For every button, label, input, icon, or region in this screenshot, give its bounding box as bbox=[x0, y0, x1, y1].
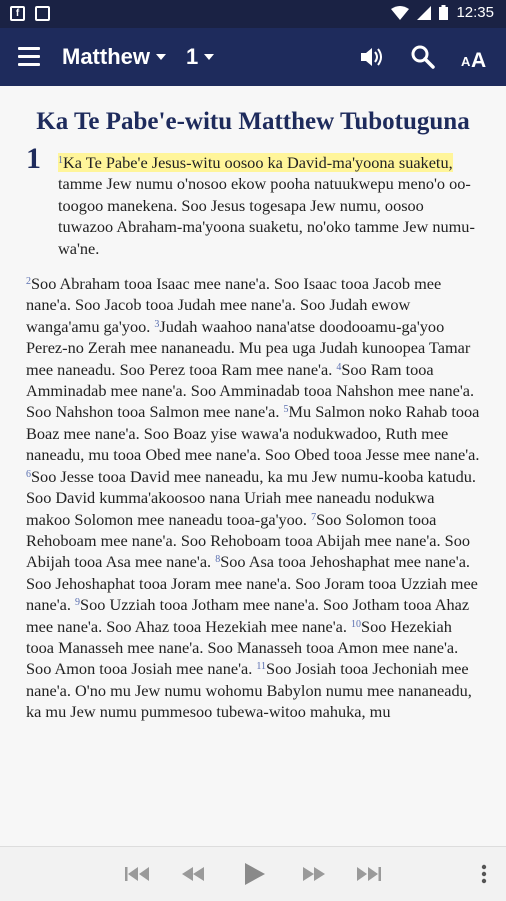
chapter-selector[interactable] bbox=[186, 44, 214, 70]
verse-number: 8 bbox=[215, 554, 221, 566]
verse-number: 6 bbox=[26, 468, 31, 480]
svg-text:A: A bbox=[471, 49, 487, 72]
status-bar bbox=[0, 0, 506, 28]
verse-number: 2 bbox=[26, 276, 31, 288]
search-icon[interactable] bbox=[408, 42, 438, 72]
book-title: Ka Te Pabe'e-witu Matthew Tubotuguna bbox=[36, 108, 470, 135]
verse-text: tamme Jew numu o'nosoo ekow pooha natuukwepu meno'o oo-toogoo manekena. Soo Jesus togesapa Jew numu, oosoo tuwazoo Abraham-ma'yoona suaketu, no'oko tamme Jew numu-wa'ne. bbox=[58, 174, 475, 258]
clock: 12:35 bbox=[456, 4, 494, 21]
highlighted-verse-1[interactable] bbox=[58, 153, 453, 172]
verse-text[interactable]: Soo Jesse tooa David mee naneadu, ka mu Jew numu-kooba katudu. Soo David kumma'akoosoo nana Uriah mee naneadu nodukwa makoo Solomon mee naneadu tooa-ga'yoo. bbox=[26, 466, 476, 529]
facebook-icon: f bbox=[10, 6, 25, 21]
paragraph-1 bbox=[26, 142, 480, 259]
scripture-content[interactable] bbox=[0, 86, 506, 846]
app-bar bbox=[0, 28, 506, 86]
menu-icon[interactable] bbox=[18, 47, 40, 67]
system-icons bbox=[391, 4, 494, 21]
verse-number: 3 bbox=[154, 318, 160, 330]
svg-text:A: A bbox=[461, 54, 471, 69]
play-icon[interactable] bbox=[240, 861, 268, 887]
verse-text[interactable]: Mu Salmon noko Rahab tooa Boaz mee nane'a. Soo Boaz yise wawa'a nodukwadoo, Ruth mee naneadu, mu tooa Obed mee nane'a. Soo Obed tooa Jesse mee nane'a. bbox=[26, 402, 480, 465]
verse-number: 10 bbox=[351, 618, 362, 630]
verse-number: 1 bbox=[58, 155, 63, 166]
audio-controls-bar bbox=[0, 846, 506, 901]
verse-text: Ka Te Pabe'e Jesus-witu oosoo ka David-ma'yoona suaketu, bbox=[63, 153, 453, 172]
verse-text[interactable]: Soo Ram tooa Amminadab mee nane'a. Soo Amminadab tooa Nahshon mee nane'a. Soo Nahshon tooa Salmon mee nane'a. bbox=[26, 359, 475, 422]
verse-number: 4 bbox=[336, 361, 342, 373]
skip-previous-icon[interactable] bbox=[123, 861, 151, 887]
notification-icons bbox=[10, 6, 50, 21]
chevron-down-icon bbox=[156, 54, 166, 60]
verse-text[interactable]: Soo Abraham tooa Isaac mee nane'a. Soo Isaac tooa Jacob mee nane'a. Soo Jacob tooa Judah mee nane'a. Soo Judah ewow wanga'amu ga'yoo. bbox=[26, 274, 442, 336]
skip-next-icon[interactable] bbox=[355, 861, 383, 887]
verse-text[interactable]: Soo Solomon tooa Rehoboam mee nane'a. Soo Rehoboam tooa Abijah mee nane'a. Soo Abijah tooa Asa mee nane'a. bbox=[26, 509, 470, 572]
verse-text[interactable]: Soo Josiah tooa Jechoniah mee nane'a. O'no mu Jew numu wohomu Babylon numu mee nananeadu, ka mu Jew numu pummesoo tubewa-witoo mahuka, mu bbox=[26, 659, 472, 722]
verse-number: 5 bbox=[283, 404, 289, 416]
verse-text[interactable]: Soo Hezekiah tooa Manasseh mee nane'a. Soo Manasseh tooa Amon mee nane'a. Soo Amon tooa Josiah mee nane'a. bbox=[26, 616, 459, 679]
verse-text[interactable]: Soo Asa tooa Jehoshaphat mee nane'a. Soo Jehoshaphat tooa Joram mee nane'a. Soo Joram tooa Uzziah mee nane'a. bbox=[26, 552, 478, 615]
paragraph-2 bbox=[26, 273, 480, 723]
wifi-icon bbox=[391, 6, 409, 20]
signal-icon bbox=[417, 6, 431, 20]
verse-number: 9 bbox=[75, 597, 81, 609]
book-selector[interactable] bbox=[62, 44, 166, 70]
chapter-number: 1 bbox=[186, 44, 199, 69]
fast-forward-icon[interactable] bbox=[300, 861, 328, 887]
battery-icon bbox=[439, 5, 448, 20]
rewind-icon[interactable] bbox=[179, 861, 207, 887]
text-size-icon[interactable] bbox=[460, 42, 490, 72]
verse-text[interactable]: Soo Uzziah tooa Jotham mee nane'a. Soo Jotham tooa Ahaz mee nane'a. Soo Ahaz tooa Hezekiah mee nane'a. bbox=[26, 595, 470, 636]
image-icon bbox=[35, 6, 50, 21]
more-options-icon[interactable] bbox=[478, 861, 490, 887]
speaker-icon[interactable] bbox=[356, 42, 386, 72]
book-name: Matthew bbox=[62, 44, 150, 69]
verse-number: 7 bbox=[311, 511, 317, 523]
chapter-drop-cap: 1 bbox=[26, 142, 41, 175]
verse-number: 11 bbox=[256, 661, 267, 673]
verse-text[interactable]: Judah waahoo nana'atse doodooamu-ga'yoo Perez-no Zerah mee nananeadu. Mu pea uga Judah kunoopea Tamar mee naneadu. Soo Perez tooa Ram mee nane'a. bbox=[26, 316, 471, 379]
chevron-down-icon bbox=[204, 54, 214, 60]
